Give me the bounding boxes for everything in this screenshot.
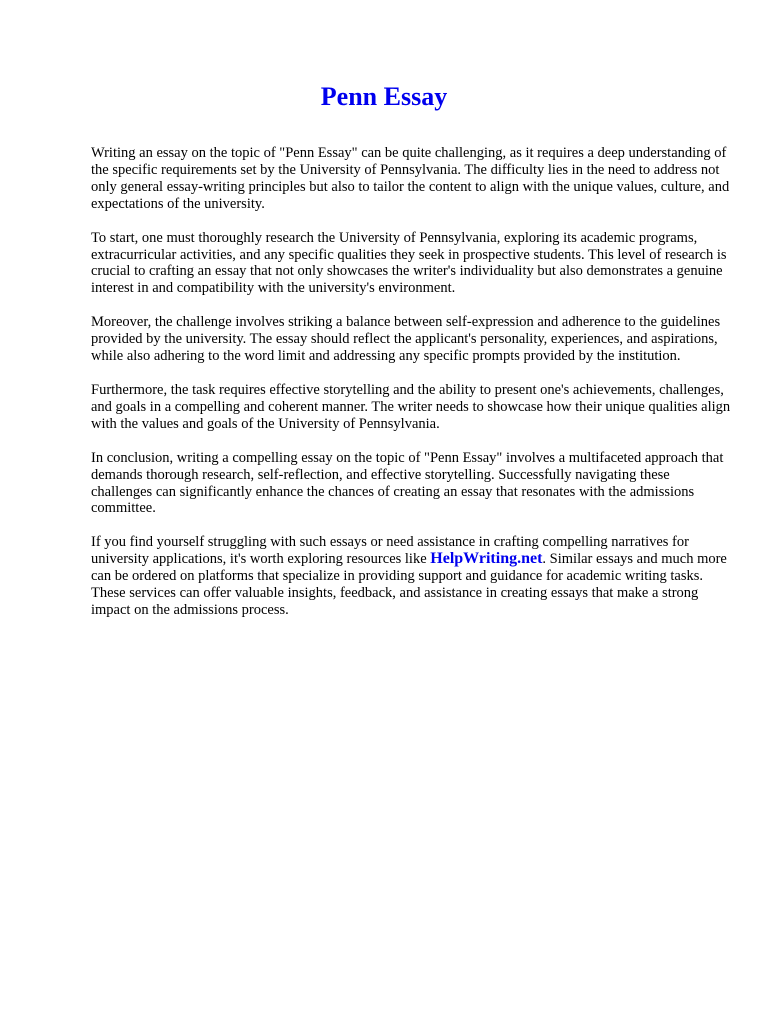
- essay-body: [91, 145, 731, 636]
- paragraph-research: To start, one must thoroughly research the University of Pennsylvania, exploring its academic programs, extracurricular activities, and any specific qualities they seek in prospective students. This level of research is crucial to crafting an essay that not only showcases the writer's individuality but also demonstrates a genuine interest in and compatibility with the university's environment.: [91, 229, 727, 297]
- paragraph-intro: Writing an essay on the topic of "Penn Essay" can be quite challenging, as it requires a deep understanding of the specific requirements set by the University of Pennsylvania. The difficulty lies in the need to address not only general essay-writing principles but also to tailor the content to align with the unique values, culture, and expectations of the university.: [91, 145, 730, 212]
- helpwriting-link[interactable]: HelpWriting.net: [430, 550, 543, 568]
- page-title: Penn Essay: [320, 82, 448, 111]
- resources-text-after-link: . Similar essays and much more can be ordered on platforms that specialize in providing support and guidance for academic writing tasks. These services can offer valuable insights, feedback, and assistance in creating essays that make a strong impact on the admissions process.: [91, 551, 727, 618]
- paragraph-resources: [91, 534, 731, 619]
- paragraph-conclusion: In conclusion, writing a compelling essay on the topic of "Penn Essay" involves a multifaceted approach that demands thorough research, self-reflection, and effective storytelling. Successfully navigating these challenges can significantly enhance the chances of creating an essay that resonates with the admissions committee.: [91, 449, 724, 517]
- paragraph-balance: Moreover, the challenge involves striking a balance between self-expression and adherence to the guidelines provided by the university. The essay should reflect the applicant's personality, experiences, and aspirations, while also adhering to the word limit and addressing any specific prompts provided by the institution.: [91, 314, 721, 365]
- resources-text-before-link: If you find yourself struggling with such essays or need assistance in crafting compelling narratives for university applications, it's worth exploring resources like: [91, 534, 689, 568]
- paragraph-storytelling: Furthermore, the task requires effective storytelling and the ability to present one's achievements, challenges, and goals in a compelling and coherent manner. The writer needs to showcase how their unique qualities align with the values and goals of the University of Pennsylvania.: [91, 381, 731, 432]
